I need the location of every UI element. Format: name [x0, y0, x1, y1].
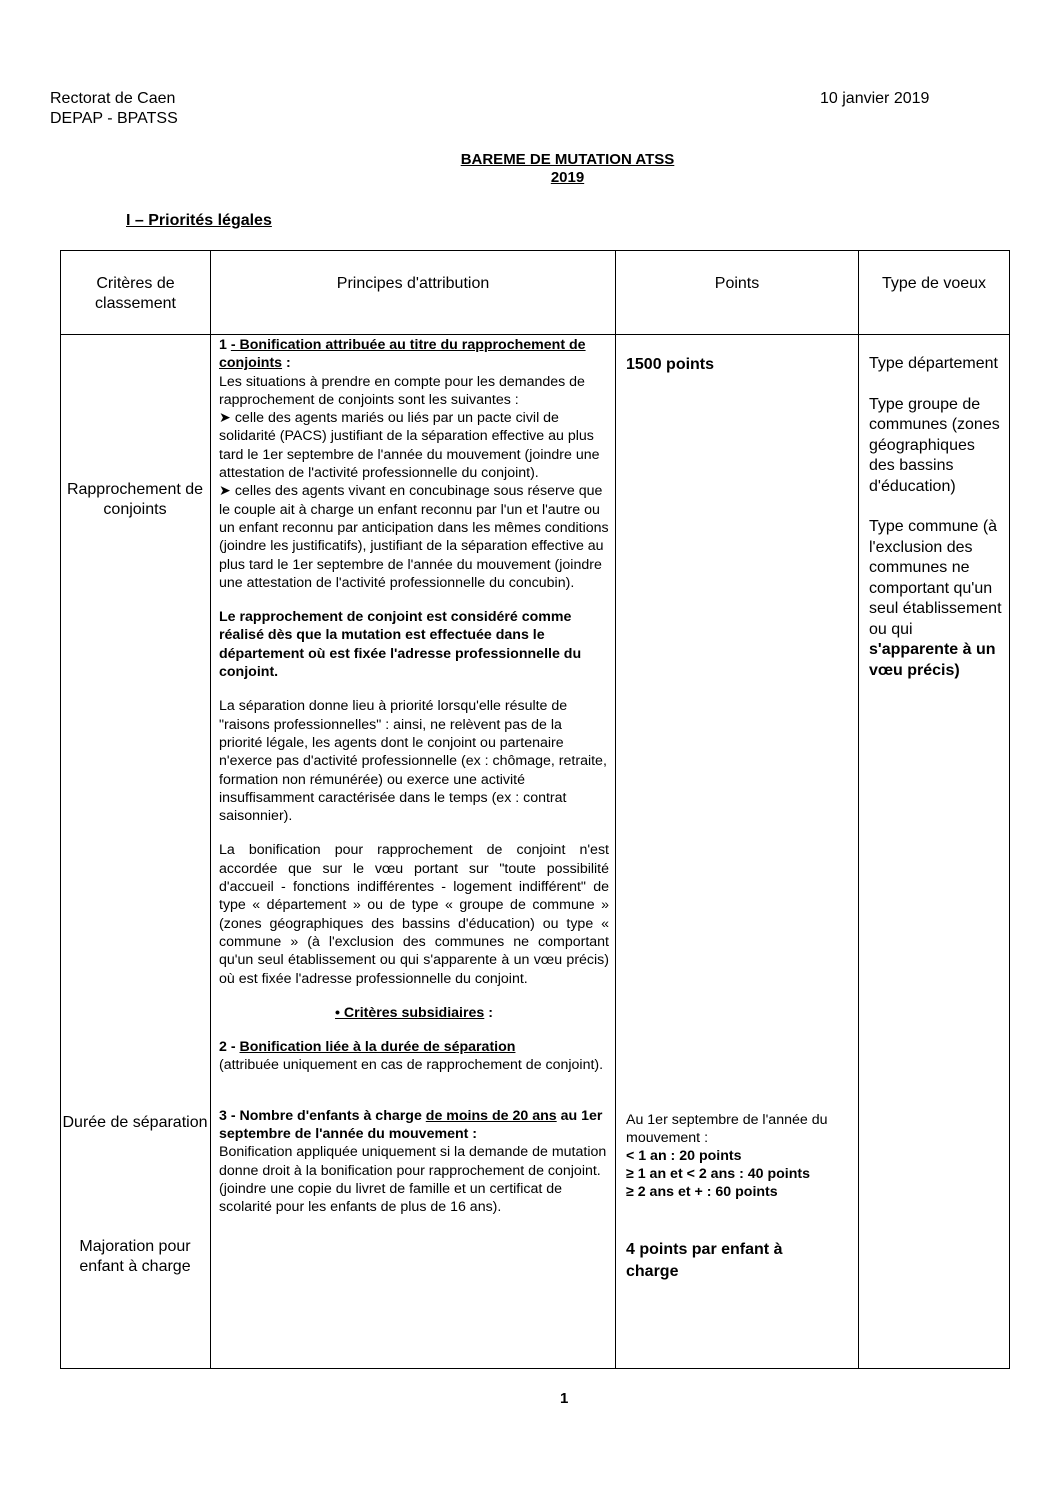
principe-1-separation: La séparation donne lieu à priorité lorsqu'elle résulte de "raisons professionnelles" : ainsi, ne relèvent pas de la priorité légale, les agents dont le conjoint ou partenaire n'exerce pas d'activité professionnelle (ex : chômage, retraite, formation non rémunérée) ou exerce une activité insuffisamment caractérisée dans le temps (ex : contrat saisonnier). — [219, 698, 607, 825]
voeux-cell — [859, 335, 1010, 1369]
principe-2-title: 2 - Bonification liée à la durée de séparation — [219, 1039, 516, 1056]
org-name: Rectorat de Caen — [50, 90, 176, 107]
critere-rapprochement: Rapprochement de conjoints — [66, 481, 204, 518]
principe-2-text: (attribuée uniquement en cas de rapprochement de conjoint). — [219, 1057, 604, 1074]
principe-1-intro: Les situations à prendre en compte pour les demandes de rapprochement de conjoints sont les suivantes : — [219, 373, 585, 408]
document-date: 10 janvier 2019 — [820, 90, 930, 107]
criteres-subsidiaires: • Critères subsidiaires : — [335, 1004, 493, 1021]
table-body-row — [61, 335, 1010, 1369]
critere-duree-separation: Durée de séparation — [62, 1114, 208, 1131]
points-duree-separation — [626, 1111, 848, 1201]
principe-1-bullet-1: ➤ celle des agents mariés ou liés par un pacte civil de solidarité (PACS) justifiant de la séparation effective au plus tard le 1er septembre de l'année du mouvement (joindre une attestation de l'activité professionnelle du conjoint). — [219, 410, 600, 482]
points-duree-line-2: ≥ 1 an et < 2 ans : 40 points — [626, 1166, 811, 1182]
principe-1-bullet-2: ➤ celles des agents vivant en concubinage sous réserve que le couple ait à charge un enfant reconnu par l'un et l'autre ou un enfant reconnu par anticipation dans les mêmes conditions (joindre les justificatifs), justifiant de la séparation effective au plus tard le 1er septembre de l'année du mouvement (joindre une attestation de l'activité professionnelle du concubin). — [219, 483, 609, 591]
critere-majoration-enfant: Majoration pour enfant à charge — [79, 1238, 191, 1275]
title-line-2: 2019 — [550, 169, 585, 186]
principe-3-text-2: (joindre une copie du livret de famille et un certificat de scolarité pour les enfants de plus de 16 ans). — [219, 1180, 563, 1216]
points-duree-line-1: < 1 an : 20 points — [626, 1148, 742, 1164]
header-principes: Principes d'attribution — [211, 251, 616, 335]
points-cell — [616, 335, 859, 1369]
voeu-type-departement: Type département — [869, 355, 998, 372]
points-duree-intro: Au 1er septembre de l'année du mouvement : — [626, 1112, 828, 1146]
points-enfant-charge: 4 points par enfant à charge — [626, 1241, 783, 1280]
voeu-type-commune: Type commune (à l'exclusion des communes ne comportant qu'un seul établissement ou qui s'apparente à un vœu précis) — [869, 518, 1002, 679]
header-voeux: Type de voeux — [859, 251, 1010, 335]
header-points: Points — [616, 251, 859, 335]
header-criteres: Critères de classement — [61, 251, 211, 335]
voeu-type-groupe-communes: Type groupe de communes (zones géographiques des bassins d'éducation) — [869, 395, 1000, 495]
bareme-table — [60, 250, 1010, 1369]
criteres-cell — [61, 335, 211, 1369]
document-title — [400, 151, 735, 187]
principes-cell — [211, 335, 616, 1369]
principe-3-title: 3 - Nombre d'enfants à charge de moins de 20 ans au 1er septembre de l'année du mouvement : — [219, 1107, 603, 1142]
org-department: DEPAP - BPATSS — [50, 110, 178, 127]
section-title: I – Priorités légales — [126, 212, 272, 229]
title-line-1: BAREME DE MUTATION ATSS — [460, 151, 675, 168]
principe-1-bold-note: Le rapprochement de conjoint est considéré comme réalisé dès que la mutation est effectuée dans le département où est fixée l'adresse professionnelle du conjoint. — [219, 609, 582, 681]
points-duree-line-3: ≥ 2 ans et + : 60 points — [626, 1184, 778, 1200]
page-number: 1 — [560, 1390, 569, 1407]
principe-1-title: 1 - Bonification attribuée au titre du rapprochement de conjoints : — [219, 337, 586, 372]
principe-1-bonification: La bonification pour rapprochement de conjoint n'est accordée que sur le vœu portant sur "toute possibilité d'accueil - fonctions indifférentes - logement indifférent" de type « département » ou de type « groupe de commune » (zones géographiques des bassins d'éducation) ou type « commune » (à l'exclusion des communes ne comportant qu'un seul établissement ou qui s'apparente à un vœu précis) où est fixée l'adresse professionnelle du conjoint. — [219, 842, 609, 987]
points-rapprochement: 1500 points — [626, 356, 715, 373]
table-header-row — [61, 251, 1010, 335]
principe-3-text-1: Bonification appliquée uniquement si la demande de mutation donne droit à la bonification pour rapprochement de conjoint. — [219, 1144, 607, 1179]
